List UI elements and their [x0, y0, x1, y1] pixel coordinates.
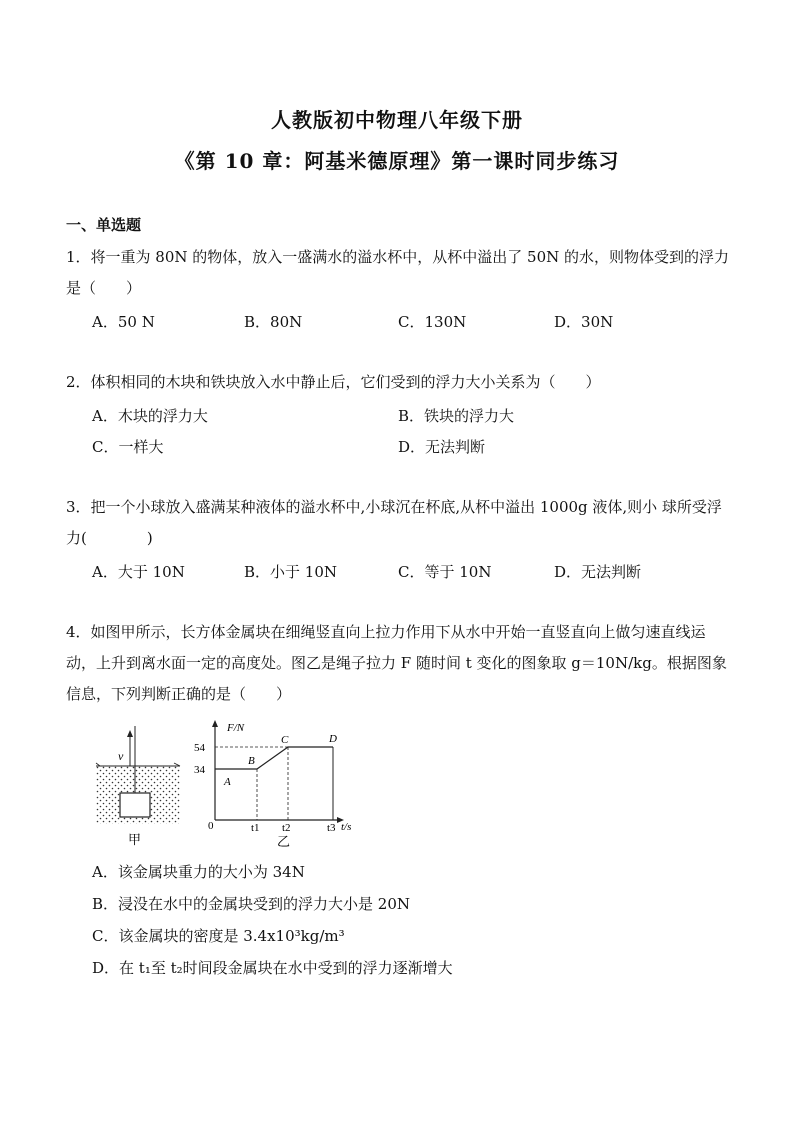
x-tick-t3: t3 [327, 822, 336, 834]
q1-option-c: C．130N [398, 313, 467, 331]
q1-option-a: A．50 N [92, 313, 155, 331]
question-3-text: 3．把一个小球放入盛满某种液体的溢水杯中,小球沉在杯底,从杯中溢出 1000g 液体,则小 球所受浮力( ) [66, 498, 722, 547]
x-axis-label: t/s [341, 821, 352, 833]
velocity-label: v [118, 749, 124, 763]
point-b: B [248, 755, 255, 767]
q2-option-b: B．铁块的浮力大 [398, 407, 515, 425]
question-2-text: 2．体积相同的木块和铁块放入水中静止后，它们受到的浮力大小关系为（ ） [66, 373, 601, 391]
q2-option-d: D．无法判断 [398, 438, 486, 456]
title-line-1: 人教版初中物理八年级下册 [271, 108, 523, 132]
diagram-jia [96, 726, 180, 847]
x-tick-t1: t1 [251, 822, 260, 834]
q4-option-c: C．该金属块的密度是 3.4x10³kg/m³ [92, 927, 345, 945]
q4-option-a: A．该金属块重力的大小为 34N [92, 863, 305, 881]
y-tick-34: 34 [194, 764, 205, 776]
point-a: A [224, 776, 231, 788]
y-axis-arrowhead [212, 720, 218, 727]
q3-option-d: D．无法判断 [554, 563, 642, 581]
title-line-2: 《第 10 章：阿基米德原理》第一课时同步练习 [174, 149, 620, 173]
diagram-yi [194, 720, 351, 849]
q1-option-d: D．30N [554, 313, 614, 331]
section-heading: 一、单选题 [66, 216, 142, 234]
question-2 [66, 367, 734, 398]
q2-option-a: A．木块的浮力大 [92, 407, 208, 425]
q4-option-b: B．浸没在水中的金属块受到的浮力大小是 20N [92, 895, 411, 913]
velocity-arrowhead [127, 730, 133, 737]
question-4-text: 4．如图甲所示，长方体金属块在细绳竖直向上拉力作用下从水中开始一直竖直向上做匀速直线运动，上升到离水面一定的高度处。图乙是绳子拉力 F 随时间 t 变化的图象取 g＝10N/kg。根据图象信息，下列判断正确的是（ ） [66, 623, 727, 703]
q1-option-b: B．80N [244, 313, 303, 331]
y-tick-54: 54 [194, 742, 205, 754]
point-d: D [329, 733, 337, 745]
question-4-figure [90, 718, 370, 850]
x-tick-t2: t2 [282, 822, 291, 834]
q2-option-c: C．一样大 [92, 438, 164, 456]
origin-label: 0 [208, 820, 214, 832]
question-4 [66, 617, 734, 710]
question-1-text: 1．将一重为 80N 的物体，放入一盛满水的溢水杯中，从杯中溢出了 50N 的水，则物体受到的浮力是（ ） [66, 248, 730, 297]
y-axis-label: F/N [227, 722, 245, 734]
q4-option-d: D．在 t₁至 t₂时间段金属块在水中受到的浮力逐渐增大 [92, 959, 453, 977]
point-c: C [281, 734, 289, 746]
question-3 [66, 492, 734, 554]
force-curve [215, 747, 333, 769]
metal-block [120, 793, 150, 817]
question-1 [66, 242, 734, 304]
jia-label: 甲 [128, 832, 142, 847]
q3-option-c: C．等于 10N [398, 563, 492, 581]
q3-option-a: A．大于 10N [92, 563, 185, 581]
q3-option-b: B．小于 10N [244, 563, 338, 581]
yi-label: 乙 [277, 834, 291, 849]
